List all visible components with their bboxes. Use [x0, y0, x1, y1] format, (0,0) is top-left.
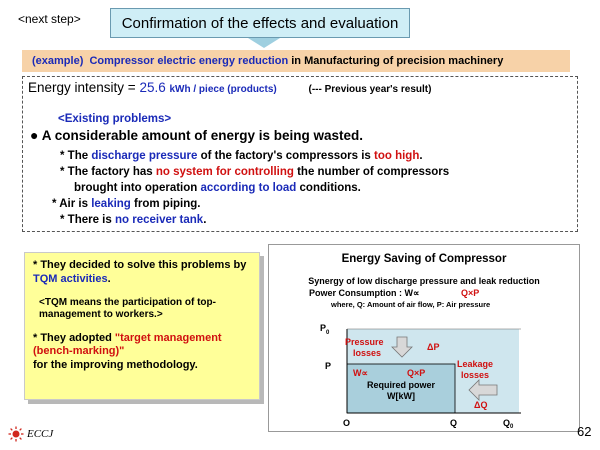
- diagram-title: Energy Saving of Compressor: [341, 253, 507, 265]
- qxp-label: Q×P: [407, 368, 426, 378]
- energy-unit: kWh / piece (products): [169, 84, 277, 95]
- p0-text: P: [320, 323, 327, 333]
- text: * They adopted: [33, 331, 115, 344]
- solution-para-1: [33, 259, 251, 287]
- power-formula: Q×P: [461, 288, 480, 298]
- page-number: 62: [577, 424, 592, 439]
- text: for the improving methodology.: [33, 359, 198, 371]
- text: .: [419, 150, 423, 162]
- next-step-label: <next step>: [18, 12, 81, 26]
- sun-logo-icon: [8, 426, 24, 442]
- solution-para-2: <TQM means the participation of top-management to workers.>: [39, 296, 216, 320]
- highlight: TQM activities: [33, 272, 108, 285]
- highlight: no receiver tank: [114, 214, 204, 226]
- main-problem: [30, 127, 363, 143]
- q0-label: [503, 418, 514, 430]
- p0-label: [320, 323, 330, 336]
- delta-q-label: ΔQ: [474, 400, 488, 410]
- where-note: where, Q: Amount of air flow, P: Air pressure: [331, 300, 491, 309]
- energy-value: 25.6: [139, 80, 166, 95]
- leakage-label-1: Leakage: [457, 359, 494, 369]
- highlight: "target management (bench-marking)": [33, 331, 222, 358]
- energy-note: (--- Previous year's result): [308, 84, 432, 95]
- text: .: [107, 272, 111, 285]
- text: * The: [60, 150, 92, 162]
- pressure-losses-label-2: losses: [353, 348, 382, 358]
- problem-line-3: [74, 182, 361, 194]
- text: * There is: [60, 214, 115, 226]
- text: brought into operation: [74, 182, 201, 194]
- text: of the factory's compressors is: [197, 150, 374, 162]
- highlight: discharge pressure: [91, 150, 198, 162]
- text: * The factory has: [60, 166, 156, 178]
- problem-line-5: [60, 214, 206, 226]
- q0-sub: 0: [510, 424, 514, 430]
- required-power-unit: W[kW]: [387, 391, 415, 401]
- compressor-diagram-svg: [269, 245, 579, 431]
- highlight: according to load: [200, 182, 297, 194]
- example-suffix: in Manufacturing of precision machinery: [291, 55, 504, 67]
- energy-intensity: [28, 80, 431, 95]
- compressor-diagram: [268, 244, 580, 432]
- text: from piping.: [130, 198, 201, 210]
- existing-problems-heading: <Existing problems>: [58, 113, 172, 125]
- w-prop-label: W∝: [353, 368, 368, 378]
- eccj-logo: [8, 426, 53, 442]
- solution-note: [24, 252, 260, 400]
- p0-sub: 0: [326, 330, 330, 336]
- pressure-losses-label-1: Pressure: [345, 337, 384, 347]
- highlight: no system for controlling: [155, 166, 294, 178]
- diagram-subtitle: Synergy of low discharge pressure and leak reduction: [308, 276, 540, 286]
- title-arrow-icon: [248, 38, 280, 48]
- required-power-label: Required power: [366, 380, 436, 390]
- problem-line-1: [60, 150, 423, 162]
- eccj-logo-text: ECCJ: [27, 428, 54, 440]
- q-label: Q: [450, 418, 458, 428]
- text: * They decided to solve this problems by: [33, 259, 247, 271]
- text: * Air is: [52, 198, 92, 210]
- highlight: too high: [374, 150, 420, 162]
- p-label: P: [325, 361, 332, 371]
- text: .: [203, 214, 207, 226]
- problem-line-2: [60, 166, 449, 178]
- text: the number of compressors: [293, 166, 450, 178]
- leakage-label-2: losses: [461, 370, 490, 380]
- power-label: Power Consumption : W∝: [309, 288, 420, 298]
- energy-label: Energy intensity =: [28, 80, 140, 95]
- q0-text: Q: [503, 418, 511, 428]
- main-problem-text: A considerable amount of energy is being wasted.: [41, 128, 364, 143]
- bullet-icon: ●: [30, 127, 39, 143]
- solution-para-3: [33, 332, 251, 373]
- page-title: Confirmation of the effects and evaluation: [110, 8, 410, 38]
- problem-line-4: [52, 198, 200, 210]
- origin-label: O: [343, 418, 351, 428]
- example-prefix: (example): [32, 55, 84, 67]
- example-banner: [22, 50, 570, 72]
- delta-p-label: ΔP: [427, 342, 440, 352]
- highlight: leaking: [91, 198, 131, 210]
- example-topic: Compressor electric energy reduction: [89, 55, 289, 67]
- text: conditions.: [296, 182, 361, 194]
